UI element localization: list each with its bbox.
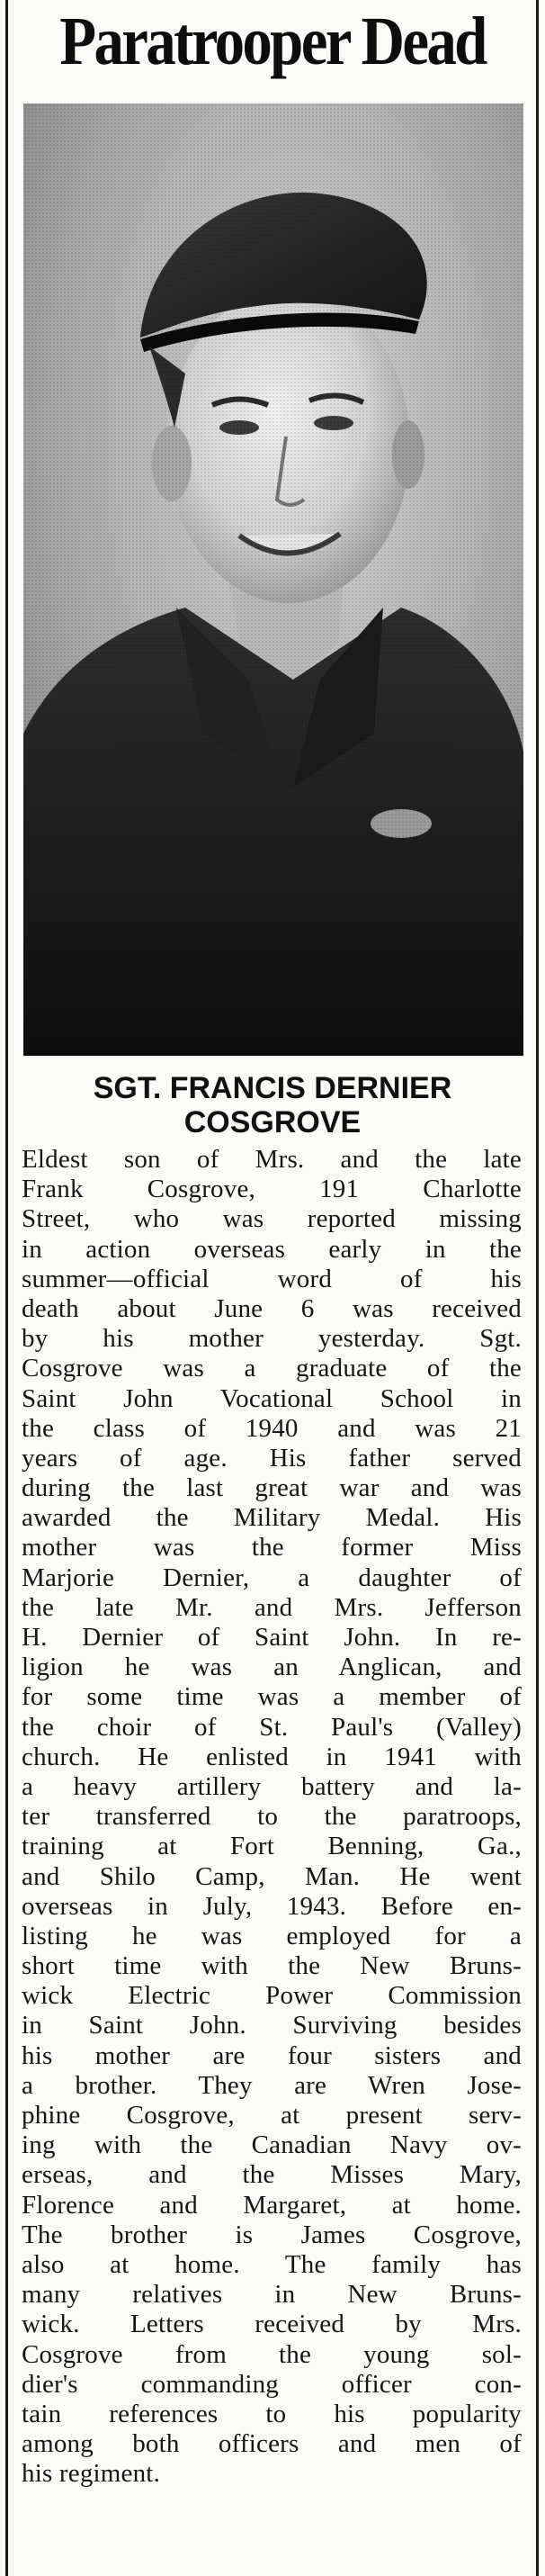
article-line: Frank Cosgrove, 191 Charlotte	[22, 1175, 522, 1204]
article-line: listing he was employed for a	[22, 1921, 522, 1950]
article-line: his mother are four sisters and	[22, 2040, 522, 2070]
article-line: short time with the New Bruns-	[22, 1951, 522, 1981]
headline: Paratrooper Dead	[59, 4, 486, 79]
article-line: by his mother yesterday. Sgt.	[22, 1324, 522, 1354]
article-line: wick Electric Power Commission	[22, 1981, 522, 2011]
right-column-rule	[536, 0, 539, 2576]
article-line: among both officers and men of	[22, 2429, 522, 2459]
article-line: erseas, and the Misses Mary,	[22, 2160, 522, 2190]
article-line: many relatives in New Bruns-	[22, 2280, 522, 2310]
article-body	[22, 1145, 522, 2489]
article-line: in Saint John. Surviving besides	[22, 2011, 522, 2040]
caption-line-2: COSGROVE	[183, 1105, 362, 1139]
article-line: Marjorie Dernier, a daughter of	[22, 1563, 522, 1592]
halftone-overlay	[23, 104, 523, 1056]
article-line: H. Dernier of Saint John. In re-	[22, 1623, 522, 1652]
article-line: overseas in July, 1943. Before en-	[22, 1891, 522, 1921]
portrait-photo	[23, 104, 523, 1056]
article-line: years of age. His father served	[22, 1443, 522, 1473]
article-line: ligion he was an Anglican, and	[22, 1653, 522, 1682]
article-line: a brother. They are Wren Jose-	[22, 2070, 522, 2100]
article-line: in action overseas early in the	[22, 1234, 522, 1264]
article-line: summer—official word of his	[22, 1264, 522, 1293]
article-line: wick. Letters received by Mrs.	[22, 2310, 522, 2339]
caption-line-1: SGT. FRANCIS DERNIER	[93, 1071, 452, 1105]
article-line: the choir of St. Paul's (Valley)	[22, 1712, 522, 1742]
article-line: phine Cosgrove, at present serv-	[22, 2101, 522, 2130]
article-line: ing with the Canadian Navy ov-	[22, 2130, 522, 2160]
article-line: tain references to his popularity	[22, 2399, 522, 2428]
article-line: dier's commanding officer con-	[22, 2369, 522, 2399]
article-line: Street, who was reported missing	[22, 1204, 522, 1234]
article-line: church. He enlisted in 1941 with	[22, 1742, 522, 1771]
article-line: ter transferred to the paratroops,	[22, 1802, 522, 1832]
photo-caption	[18, 1071, 527, 1139]
article-line: and Shilo Camp, Man. He went	[22, 1861, 522, 1891]
article-line: Saint John Vocational School in	[22, 1383, 522, 1413]
article-line: also at home. The family has	[22, 2249, 522, 2279]
left-column-rule	[5, 0, 8, 2576]
article-line: mother was the former Miss	[22, 1533, 522, 1563]
article-line: The brother is James Cosgrove,	[22, 2220, 522, 2249]
article-line: Eldest son of Mrs. and the late	[22, 1145, 522, 1174]
article-line: Florence and Margaret, at home.	[22, 2190, 522, 2220]
article-line: Cosgrove was a graduate of the	[22, 1354, 522, 1383]
article-line: for some time was a member of	[22, 1682, 522, 1712]
article-line: during the last great war and was	[22, 1473, 522, 1503]
article-line: his regiment.	[22, 2459, 161, 2489]
article-line: the late Mr. and Mrs. Jefferson	[22, 1592, 522, 1622]
article-line: a heavy artillery battery and la-	[22, 1771, 522, 1801]
article-line: awarded the Military Medal. His	[22, 1503, 522, 1533]
article-line: death about June 6 was received	[22, 1293, 522, 1323]
article-line: the class of 1940 and was 21	[22, 1413, 522, 1443]
article-line: training at Fort Benning, Ga.,	[22, 1832, 522, 1861]
article-line: Cosgrove from the young sol-	[22, 2339, 522, 2369]
